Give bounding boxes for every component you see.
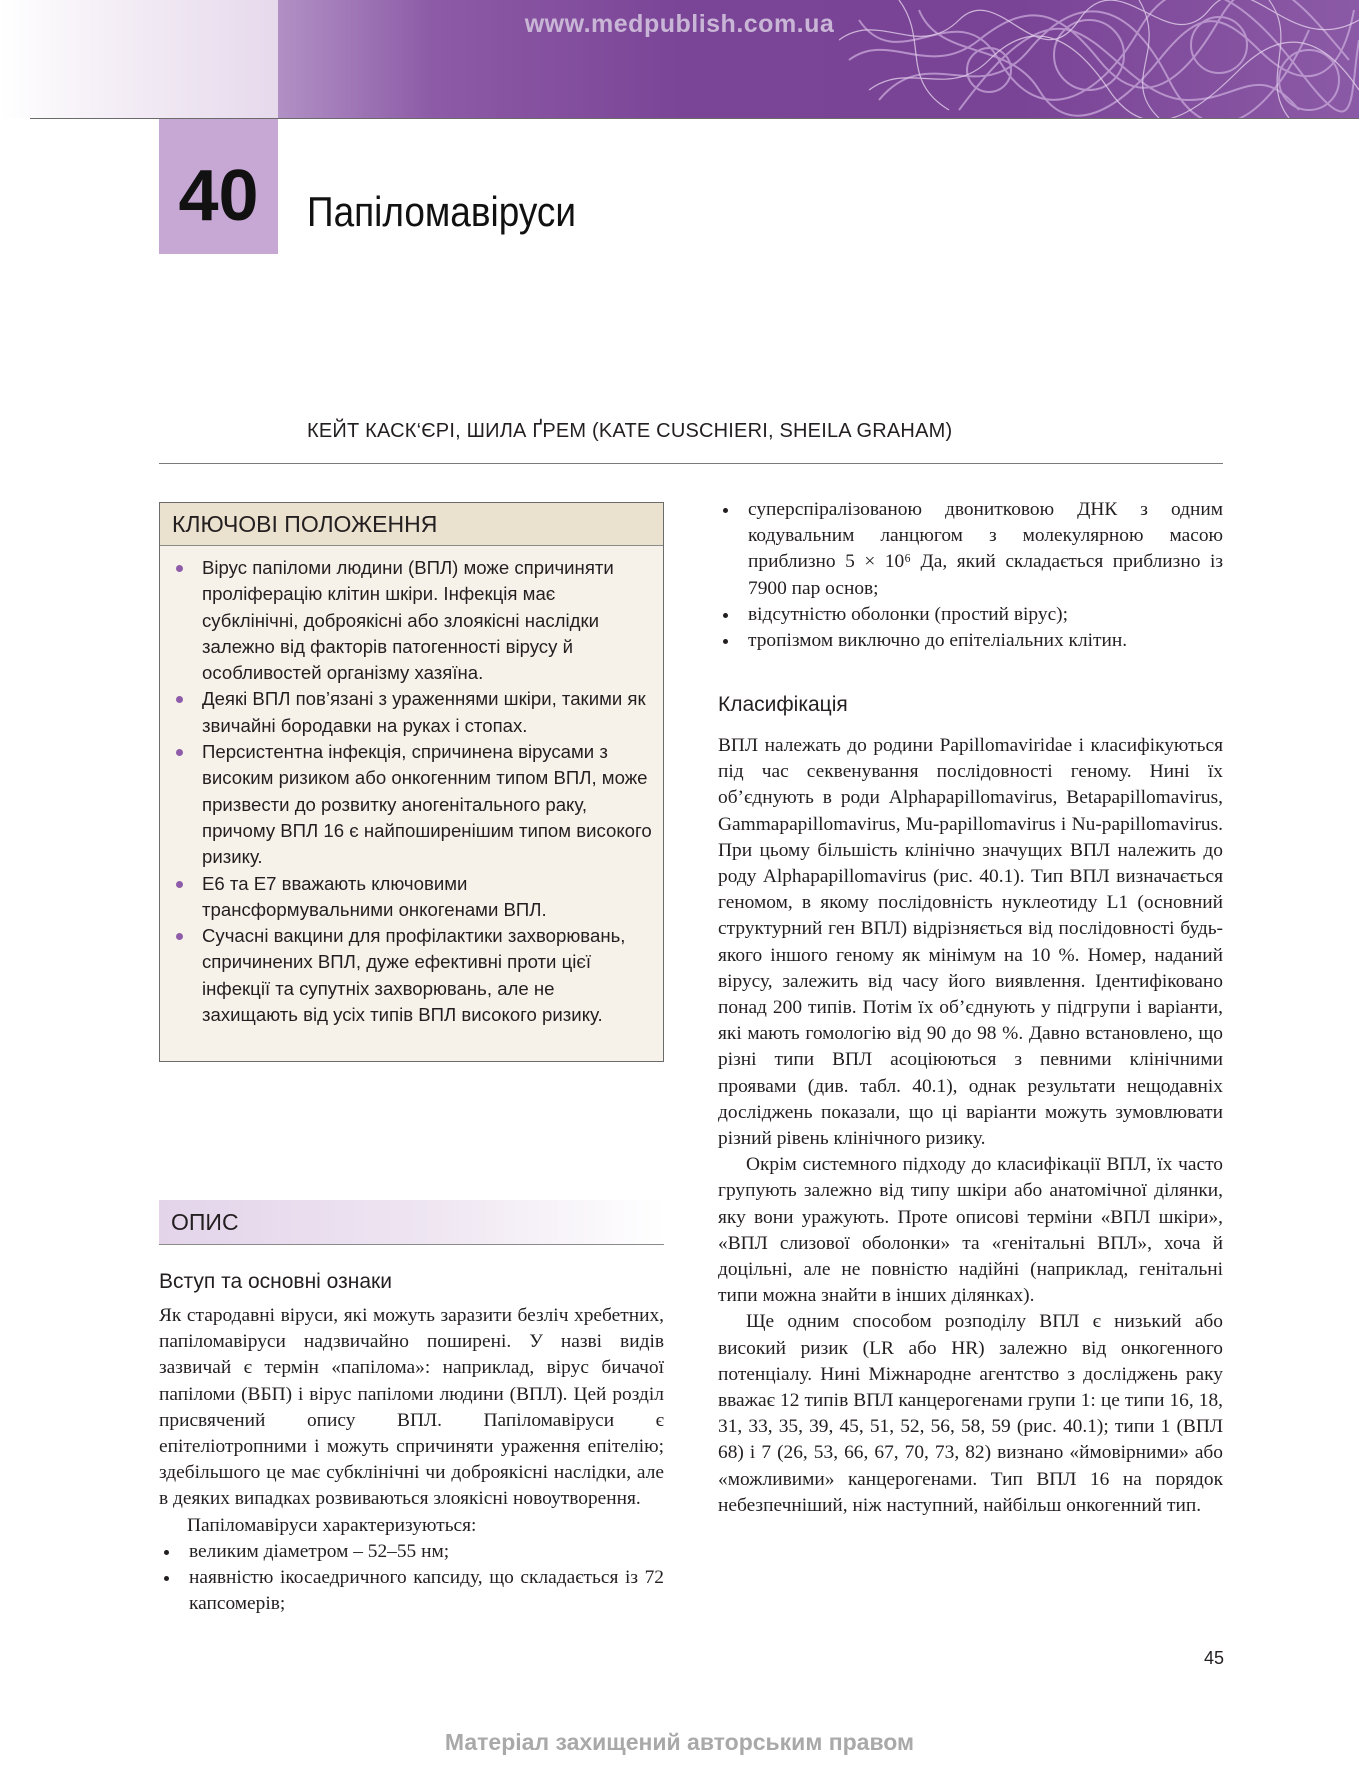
classification-paragraph-2: Окрім системного підходу до класифікації ВПЛ, їх часто групують залежно від типу шкіри або анатомічної ділянки, яку вони уражують. Проте описові терміни «ВПЛ шкіри», «ВПЛ слизової оболонки» та «генітальні ВПЛ», хоча й доцільні, але не повністю надійні (наприклад, генітальні типи можна знайти в інших ділянках). [718, 1154, 1223, 1307]
classification-paragraph-3: Ще одним способом розподілу ВПЛ є низький або високий ризик (LR або HR) залежно від онкогенного потенціалу. Нині Міжнародне агентство з досліджень раку вважає 12 типів ВПЛ канцерогенами групи 1: це типи 16, 18, 31, 33, 35, 39, 45, 51, 52, 56, 58, 59 (рис. 40.1); типи 1 (ВПЛ 68) і 7 (26, 53, 66, 67, 70, 73, 82) визнано «ймовірними» або «можливими» канцерогенами. Тип ВПЛ 16 на порядок небезпечніший, ніж наступний, найбільш онкогенний тип. [718, 1311, 1223, 1516]
key-point-item: E6 та E7 вважають ключовими трансформувальними онкогенами ВПЛ. [202, 871, 653, 924]
section-label: ОПИС [171, 1209, 239, 1235]
header-url: www.medpublish.com.ua [524, 10, 835, 38]
feature-item: суперспіралізованою двонитковою ДНК з одним кодувальним ланцюгом з молекулярною масою приблизно 5 × 10⁶ Да, який складається приблизно із 7900 пар основ; [748, 497, 1223, 602]
key-points-box [159, 502, 664, 1062]
section-bar-description [159, 1200, 664, 1245]
features-list-part2 [718, 497, 1223, 654]
features-list-part1 [159, 1539, 664, 1618]
key-point-item: Вірус папіломи людини (ВПЛ) може спричиняти проліферацію клітин шкіри. Інфекція має субклінічні, доброякісні або злоякісні наслідки залежно від факторів патогенності вірусу й особливостей організму хазяїна. [202, 555, 653, 686]
chapter-authors: КЕЙТ КАСК‘ЄРІ, ШИЛА ҐРЕМ (KATE CUSCHIERI, SHEILA GRAHAM) [307, 420, 953, 442]
feature-item: тропізмом виключно до епітеліальних клітин. [748, 628, 1223, 654]
key-point-item: Деякі ВПЛ пов’язані з ураженнями шкіри, такими як звичайні бородавки на руках і стопах. [202, 686, 653, 739]
characterized-intro: Папіломавіруси характеризуються: [187, 1514, 477, 1536]
classification-paragraph-1: ВПЛ належать до родини Papillomaviridae і класифікуються під час секвенування послідовності геному. Нині їх об’єднують в роди Alphapapillomavirus, Betapapillomavirus, Gammapapillomavirus, Mu-papillomavirus і Nu-papillomavirus. При цьому більшість клінічно значущих ВПЛ належить до роду Alphapapillomavirus (рис. 40.1). Тип ВПЛ визначається геномом, в якому послідовність нуклеотиду L1 (основний структурний ген ВПЛ) відрізняється від послідовності будь-якого іншого геному як мінімум на 10 %. Номер, наданий вірусу, залежить від часу його виявлення. Ідентифіковано понад 200 типів. Потім їх об’єднують у підгрупи і варіанти, які мають гомологію від 90 до 98 %. Давно встановлено, що різні типи ВПЛ асоціюються з певними клінічними проявами (див. табл. 40.1), однак результати нещодавніх досліджень показали, що ці варіанти можуть зумовлювати різний рівень клінічного ризику. [718, 735, 1223, 1150]
subheading-classification: Класифікація [718, 693, 848, 716]
feature-item: відсутністю оболонки (простий вірус); [748, 602, 1223, 628]
chapter-title: Папіломавіруси [307, 188, 577, 235]
chapter-number: 40 [178, 156, 259, 236]
page-number: 45 [1203, 1648, 1224, 1668]
key-points-list [160, 546, 663, 1028]
authors-rule [159, 463, 1223, 464]
classification-text [718, 733, 1223, 1519]
left-column-text [159, 1303, 664, 1617]
copyright-footer: Матеріал захищений авторським правом [444, 1729, 915, 1755]
intro-paragraph: Як стародавні віруси, які можуть заразити безліч хребетних, папіломавіруси надзвичайно поширені. У назві видів зазвичай є термін «папілома»: наприклад, вірус бичачої папіломи (ВБП) і вірус папіломи людини (ВПЛ). Цей розділ присвячений опису ВПЛ. Папіломавіруси є епітеліотропними і можуть спричиняти ураження епітелію; здебільшого це має субклінічні чи доброякісні наслідки, але в деяких випадках розвиваються злоякісні новоутворення. [159, 1305, 664, 1510]
key-points-heading: КЛЮЧОВІ ПОЛОЖЕННЯ [160, 503, 663, 546]
key-point-item: Сучасні вакцини для профілактики захворювань, спричинених ВПЛ, дуже ефективні проти цієї інфекції та супутніх захворювань, але не захищають від усіх типів ВПЛ високого ризику. [202, 923, 653, 1028]
feature-item: наявністю ікосаедричного капсиду, що складається із 72 капсомерів; [189, 1565, 664, 1617]
right-column-list [718, 497, 1223, 654]
feature-item: великим діаметром – 52–55 нм; [189, 1539, 664, 1565]
key-point-item: Персистентна інфекція, спричинена вірусами з високим ризиком або онкогенним типом ВПЛ, може призвести до розвитку аногенітального раку, причому ВПЛ 16 є найпоширенішим типом високого ризику. [202, 739, 653, 870]
subheading-intro: Вступ та основні ознаки [159, 1270, 392, 1293]
